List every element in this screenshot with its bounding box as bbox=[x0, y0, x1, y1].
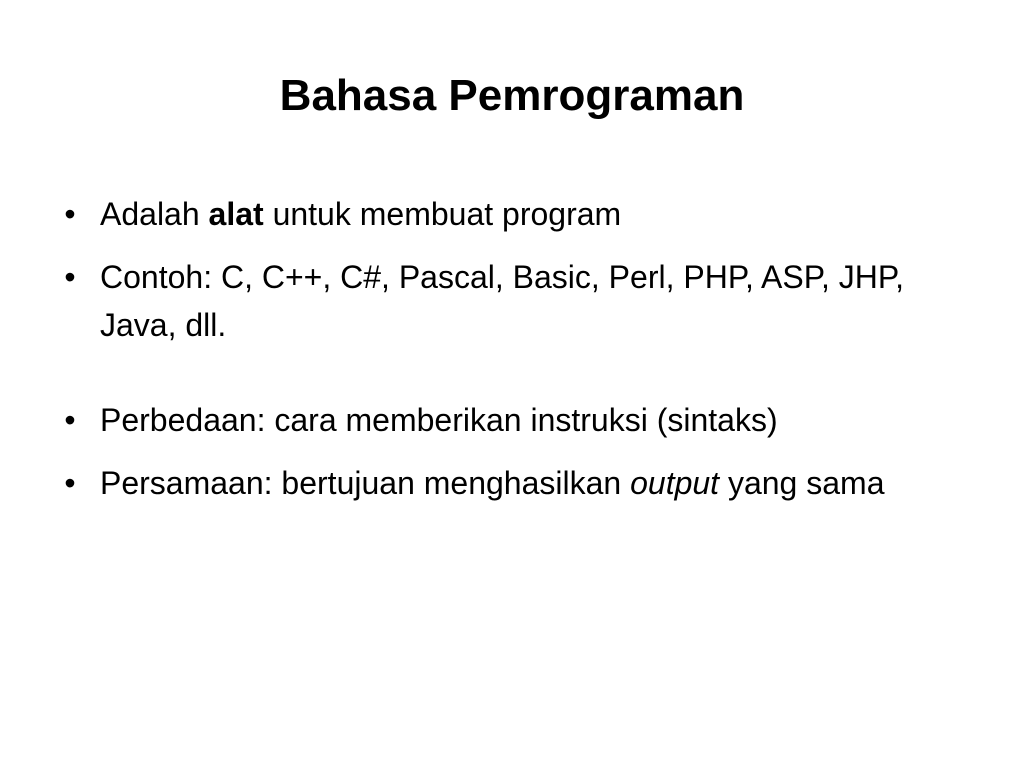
bullet-text-prefix: Persamaan: bertujuan menghasilkan bbox=[100, 465, 631, 501]
bullet-dot-icon: • bbox=[64, 465, 76, 501]
bullet-dot-icon: • bbox=[64, 259, 76, 295]
bullet-text-suffix: untuk membuat program bbox=[263, 196, 622, 232]
bullet-text-prefix: Adalah bbox=[100, 196, 209, 232]
bullet-item-examples bbox=[56, 253, 936, 349]
bullet-dot-icon: • bbox=[64, 196, 76, 232]
bullet-item-similarities bbox=[56, 459, 936, 507]
bullet-item-definition bbox=[56, 190, 936, 238]
bullet-list bbox=[56, 190, 936, 522]
bullet-text: Contoh: C, C++, C#, Pascal, Basic, Perl, PHP, ASP, JHP, Java, dll. bbox=[100, 259, 904, 343]
bullet-text-italic: output bbox=[630, 465, 720, 501]
bullet-dot-icon: • bbox=[64, 402, 76, 438]
bullet-text: Perbedaan: cara memberikan instruksi (sintaks) bbox=[100, 402, 778, 438]
slide-title: Bahasa Pemrograman bbox=[279, 71, 745, 120]
bullet-text-suffix: yang sama bbox=[719, 465, 885, 501]
bullet-item-differences bbox=[56, 396, 936, 444]
bullet-text-bold: alat bbox=[208, 196, 264, 232]
